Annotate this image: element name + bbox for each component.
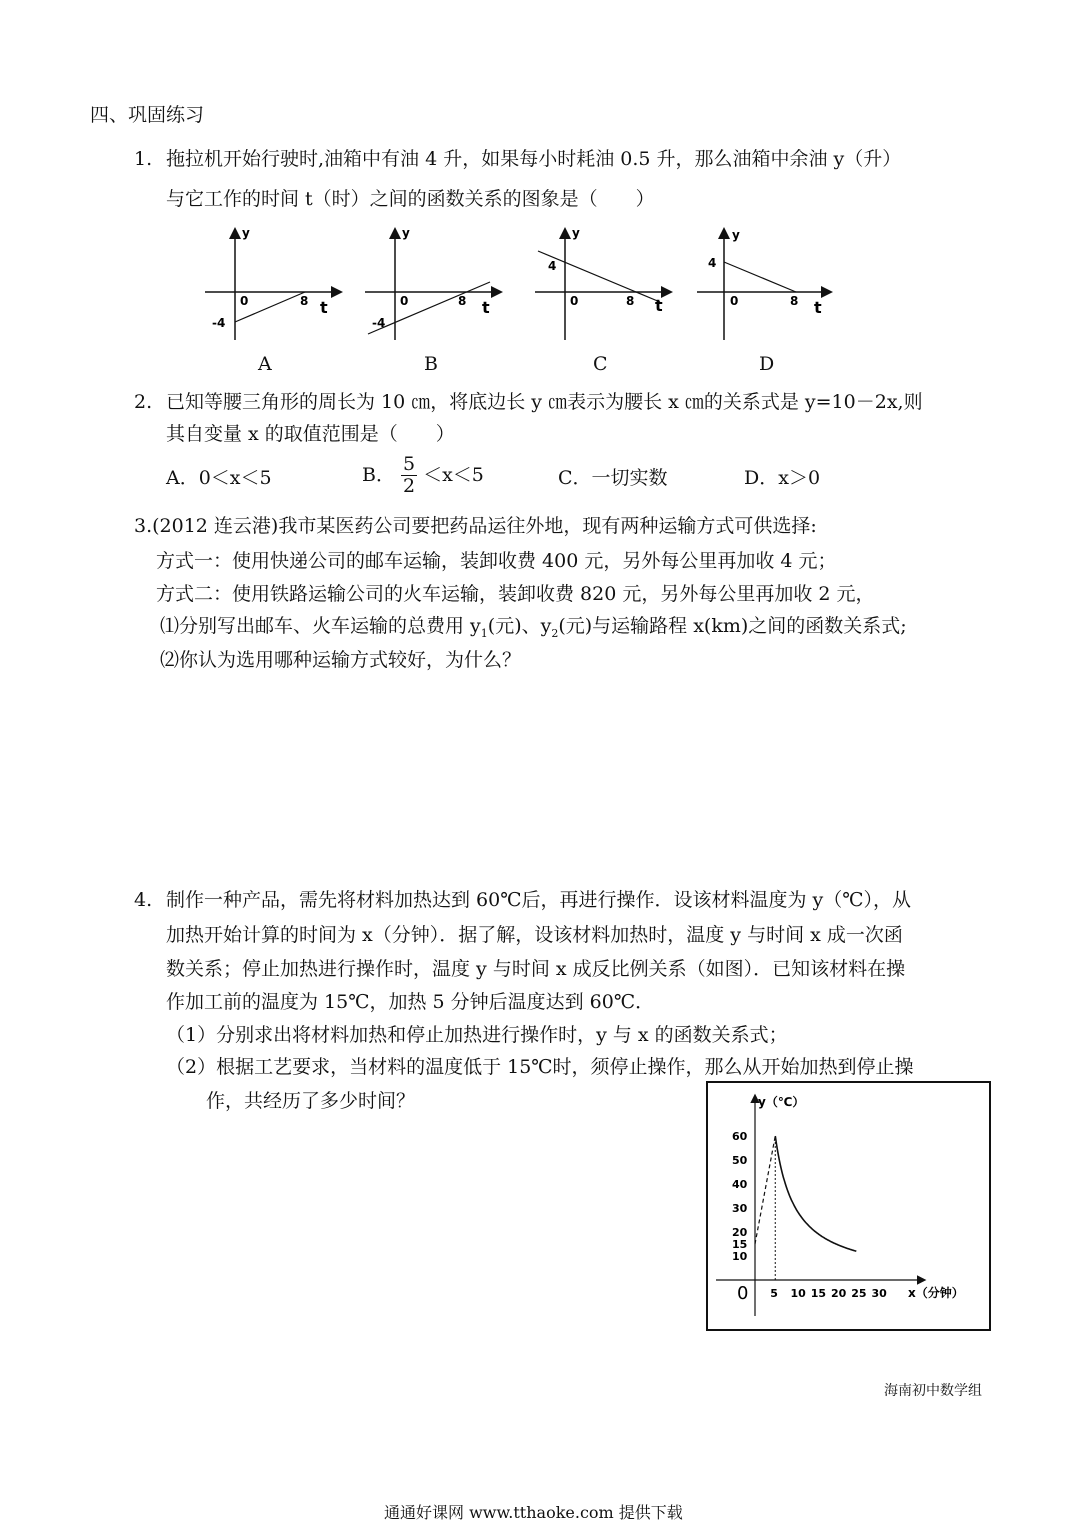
q1d-tick-8: 8 bbox=[790, 294, 799, 308]
q4-sub2-a: （2）根据工艺要求，当材料的温度低于 15℃时，须停止操作，那么从开始加热到停止操 bbox=[166, 1056, 914, 1078]
q1b-tick-neg4: -4 bbox=[372, 316, 386, 330]
y-tick-label-20: 20 bbox=[732, 1226, 748, 1239]
q2-line2: 其自变量 x 的取值范围是（ ） bbox=[166, 423, 455, 445]
q2-option-b-fraction bbox=[401, 454, 417, 497]
q1-option-a: A bbox=[258, 353, 272, 375]
q1c-origin: 0 bbox=[570, 294, 579, 308]
q2-line1: 已知等腰三角形的周长为 10 ㎝，将底边长 y ㎝表示为腰长 x ㎝的关系式是 y=10－2x,则 bbox=[166, 391, 923, 413]
q1c-tick-4: 4 bbox=[548, 259, 557, 273]
q4-line1: 制作一种产品，需先将材料加热达到 60℃后，再进行操作．设该材料温度为 y（℃），从 bbox=[166, 889, 912, 911]
q1-number: 1. bbox=[134, 148, 153, 170]
x-tick-label-25: 25 bbox=[851, 1287, 867, 1300]
q2-option-b-prefix: B． bbox=[362, 463, 395, 486]
q1b-tick-8: 8 bbox=[458, 294, 467, 308]
chart-y-label: y（℃） bbox=[758, 1095, 805, 1109]
q2-option-b bbox=[362, 453, 484, 497]
q2-option-c: C．一切实数 bbox=[558, 467, 668, 489]
q1d-origin: 0 bbox=[730, 294, 739, 308]
q1c-axis-y: y bbox=[572, 226, 580, 240]
q1-option-b: B bbox=[424, 353, 438, 375]
q1c-axis-x: t bbox=[655, 296, 663, 315]
q1-option-d: D bbox=[759, 353, 775, 375]
y-tick-label-40: 40 bbox=[732, 1178, 748, 1191]
q4-number: 4. bbox=[134, 889, 153, 911]
y-tick-label-15: 15 bbox=[732, 1238, 748, 1251]
q3-line2: 方式一：使用快递公司的邮车运输，装卸收费 400 元，另外每公里再加收 4 元； bbox=[156, 550, 837, 572]
q1d-axis-x: t bbox=[814, 298, 822, 317]
y-tick-label-30: 30 bbox=[732, 1202, 748, 1215]
q1a-axis-x: t bbox=[320, 298, 328, 317]
chart-x-label: x（分钟） bbox=[908, 1286, 964, 1300]
q2-option-a: A．0＜x＜5 bbox=[166, 467, 272, 489]
q3-line4 bbox=[160, 617, 907, 639]
q4-line3: 数关系；停止加热进行操作时，温度 y 与时间 x 成反比例关系（如图）．已知该材料在操 bbox=[166, 958, 906, 980]
q1-graph-a bbox=[200, 225, 345, 345]
q4-line4: 作加工前的温度为 15℃，加热 5 分钟后温度达到 60℃． bbox=[166, 991, 655, 1013]
q1a-axis-y: y bbox=[242, 226, 250, 240]
q1d-tick-4: 4 bbox=[708, 256, 717, 270]
q1-graph-d bbox=[692, 225, 837, 345]
chart-origin: 0 bbox=[737, 1283, 749, 1304]
q1b-origin: 0 bbox=[400, 294, 409, 308]
q2-fraction-denominator: 2 bbox=[402, 474, 416, 497]
x-tick-label-30: 30 bbox=[871, 1287, 887, 1300]
q3-line1: 3.(2012 连云港)我市某医药公司要把药品运往外地，现有两种运输方式可供选择: bbox=[134, 515, 817, 537]
q1d-axis-y: y bbox=[732, 228, 740, 242]
q3-line5: ⑵你认为选用哪种运输方式较好，为什么？ bbox=[160, 649, 522, 671]
q2-fraction-numerator: 5 bbox=[402, 452, 416, 475]
y-tick-label-10: 10 bbox=[732, 1250, 748, 1263]
q1-option-c: C bbox=[593, 353, 608, 375]
x-tick-label-10: 10 bbox=[790, 1287, 806, 1300]
section-title: 四、巩固练习 bbox=[90, 104, 205, 126]
q1b-axis-y: y bbox=[402, 226, 410, 240]
footer-site: 通通好课网 www.tthaoke.com 提供下载 bbox=[384, 1503, 683, 1522]
q1-graph-c bbox=[530, 225, 675, 345]
q1-line2: 与它工作的时间 t（时）之间的函数关系的图象是（ ） bbox=[166, 188, 655, 210]
q3-line4-b: (元)、y bbox=[487, 615, 552, 637]
q1c-tick-8: 8 bbox=[626, 294, 635, 308]
q2-option-d: D．x＞0 bbox=[744, 467, 821, 489]
y-tick-label-60: 60 bbox=[732, 1130, 748, 1143]
q1a-tick-8: 8 bbox=[300, 294, 309, 308]
footer-group: 海南初中数学组 bbox=[884, 1383, 982, 1399]
q1a-tick-neg4: -4 bbox=[212, 316, 226, 330]
q4-sub1: （1）分别求出将材料加热和停止加热进行操作时，y 与 x 的函数关系式； bbox=[166, 1024, 788, 1046]
q3-line4-c: (元)与运输路程 x(km)之间的函数关系式; bbox=[558, 615, 907, 637]
q4-line2: 加热开始计算的时间为 x（分钟）．据了解，设该材料加热时，温度 y 与时间 x 成一次函 bbox=[166, 924, 903, 946]
q4-sub2-b: 作，共经历了多少时间？ bbox=[206, 1090, 416, 1112]
q2-number: 2. bbox=[134, 391, 153, 413]
series-line-solid bbox=[775, 1136, 856, 1251]
q1b-axis-x: t bbox=[482, 298, 490, 317]
q3-line3: 方式二：使用铁路运输公司的火车运输，装卸收费 820 元，另外每公里再加收 2 元， bbox=[156, 583, 875, 605]
series-line-dashed bbox=[755, 1136, 775, 1244]
q3-line4-sub2: 2 bbox=[551, 626, 559, 640]
q1-line1: 拖拉机开始行驶时,油箱中有油 4 升，如果每小时耗油 0.5 升，那么油箱中余油 y（升） bbox=[166, 148, 902, 170]
x-tick-label-5: 5 bbox=[770, 1287, 778, 1300]
q3-line4-sub1: 1 bbox=[480, 626, 488, 640]
q1a-origin: 0 bbox=[240, 294, 249, 308]
y-tick-label-50: 50 bbox=[732, 1154, 748, 1167]
q3-line4-a: ⑴分别写出邮车、火车运输的总费用 y bbox=[160, 615, 481, 637]
x-tick-label-15: 15 bbox=[810, 1287, 827, 1300]
x-tick-label-20: 20 bbox=[831, 1287, 847, 1300]
q2-option-b-suffix: ＜x＜5 bbox=[423, 463, 484, 486]
q1-graph-b bbox=[360, 225, 505, 345]
q4-temperature-chart bbox=[706, 1081, 991, 1331]
